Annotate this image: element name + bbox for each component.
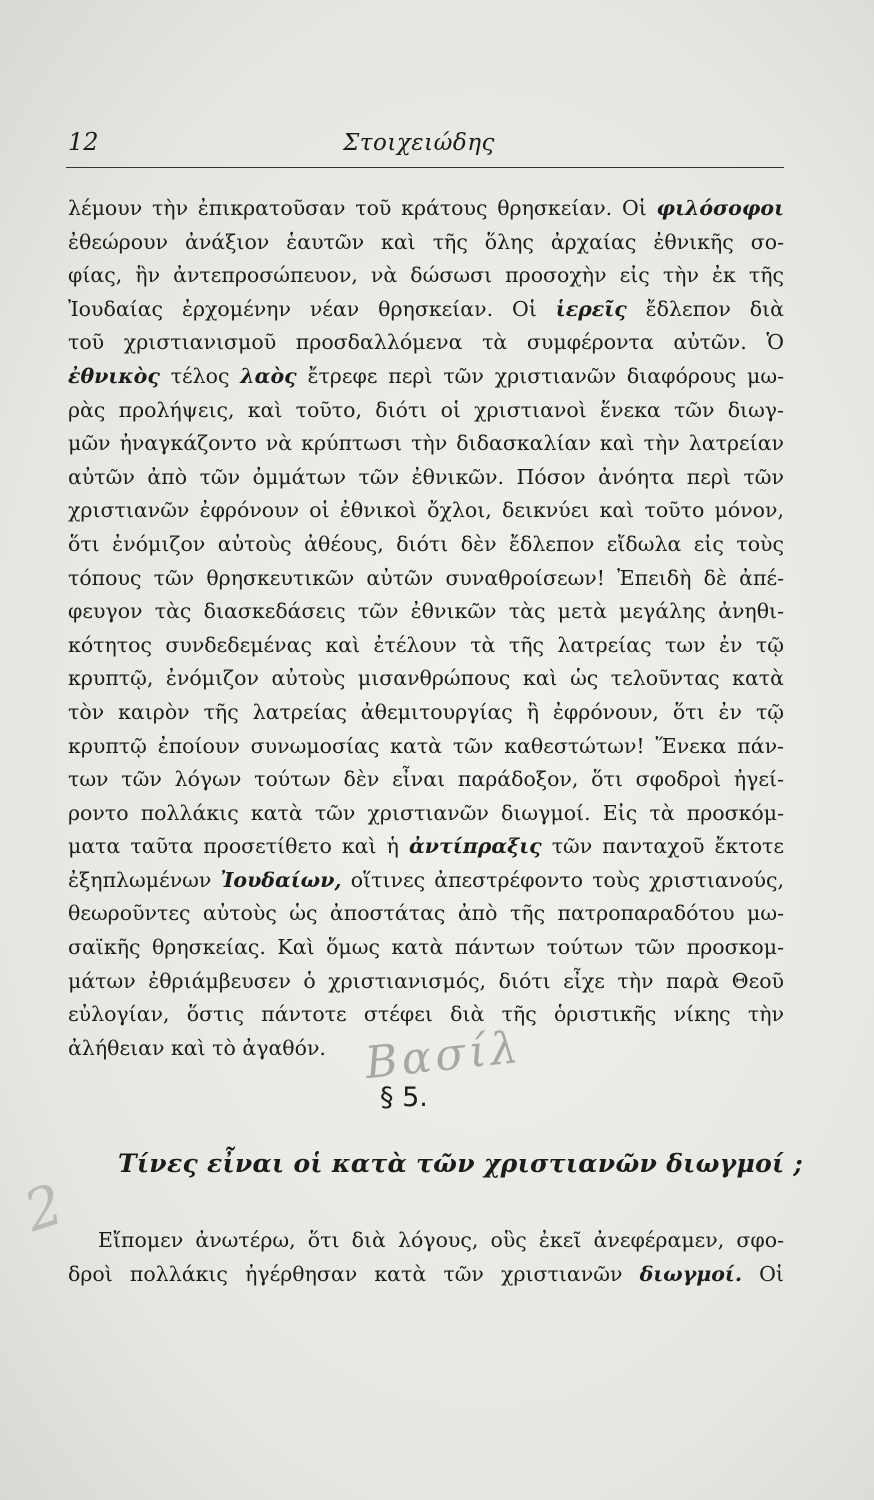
- text-line: ἐθεώρουν ἀνάξιον ἑαυτῶν καὶ τῆς ὅλης ἀρχαίας ἐθνικῆς σο-: [68, 229, 784, 254]
- text-line: λέμουν τὴν ἐπικρατοῦσαν τοῦ κράτους θρησκείαν. Οἱ φιλόσοφοι: [68, 196, 784, 220]
- text-line: κρυπτῷ ἐποίουν συνωμοσίας κατὰ τῶν καθεστώτων! Ἕνεκα πάν-: [68, 733, 784, 758]
- text-line: τὸν καιρὸν τῆς λατρείας ἀθεμιτουργίας ἢ ἐφρόνουν, ὅτι ἐν τῷ: [68, 699, 784, 724]
- text-line: θεωροῦντες αὐτοὺς ὡς ἀποστάτας ἀπὸ τῆς πατροπαραδότου μω-: [68, 901, 784, 926]
- text-line: Εἴπομεν ἀνωτέρω, ὅτι διὰ λόγους, οὓς ἐκεῖ ἀνεφέραμεν, σφο-: [98, 1228, 784, 1252]
- margin-pencil-mark: 2: [16, 1172, 71, 1245]
- page-header: [68, 128, 786, 168]
- text-line: ἐθνικὸς τέλος λαὸς ἔτρεφε περὶ τῶν χριστιανῶν διαφόρους μω-: [68, 363, 784, 388]
- signature-text: Βασίλ: [362, 1021, 525, 1090]
- page-number: 12: [68, 128, 99, 156]
- header-rule: [66, 167, 784, 168]
- text-line: ματα ταῦτα προσετίθετο καὶ ἡ ἀντίπραξις τῶν πανταχοῦ ἔκτοτε: [68, 834, 785, 859]
- text-line: μάτων ἐθριάμβευσεν ὁ χριστιανισμός, διότι εἶχε τὴν παρὰ Θεοῦ: [68, 968, 784, 993]
- text-line: κότητος συνδεδεμένας καὶ ἐτέλουν τὰ τῆς λατρείας των ἐν τῷ: [68, 632, 784, 657]
- paragraph-2: [68, 1224, 784, 1291]
- running-head: Στοιχειώδης: [343, 130, 495, 156]
- text-line: μῶν ἠναγκάζοντο νὰ κρύπτωσι τὴν διδασκαλίαν καὶ τὴν λατρείαν: [68, 431, 784, 456]
- text-line: ἀλήθειαν καὶ τὸ ἀγαθόν.: [68, 1035, 326, 1060]
- paragraph-1: [68, 192, 784, 1065]
- text-line: φίας, ἣν ἀντεπροσώπευον, νὰ δώσωσι προσοχὴν εἰς τὴν ἐκ τῆς: [68, 263, 784, 288]
- section-number: § 5.: [380, 1082, 428, 1113]
- text-line: τόπους τῶν θρησκευτικῶν αὐτῶν συναθροίσεων! Ἐπειδὴ δὲ ἀπέ-: [68, 565, 784, 590]
- text-line: εὐλογίαν, ὅστις πάντοτε στέφει διὰ τῆς ὁριστικῆς νίκης τὴν: [68, 1002, 784, 1027]
- text-line: ἐξηπλωμένων Ἰουδαίων, οἵτινες ἀπεστρέφοντο τοὺς χριστιανούς,: [68, 867, 784, 892]
- section-heading: Τίνες εἶναι οἱ κατὰ τῶν χριστιανῶν διωγμοί ;: [118, 1149, 803, 1178]
- text-line: ὅτι ἐνόμιζον αὐτοὺς ἀθέους, διότι δὲν ἔδλεπον εἴδωλα εἰς τοὺς: [68, 531, 784, 556]
- text-line: Ἰουδαίας ἐρχομένην νέαν θρησκείαν. Οἱ ἱερεῖς ἔδλεπον διὰ: [68, 296, 784, 321]
- text-line: φευγον τὰς διασκεδάσεις τῶν ἐθνικῶν τὰς μετὰ μεγάλης ἀνηθι-: [68, 599, 784, 624]
- text-line: ροντο πολλάκις κατὰ τῶν χριστιανῶν διωγμοί. Εἰς τὰ προσκόμ-: [68, 800, 784, 825]
- text-line: κρυπτῷ, ἐνόμιζον αὐτοὺς μισανθρώπους καὶ ὡς τελοῦντας κατὰ: [68, 666, 784, 691]
- text-line: αὐτῶν ἀπὸ τῶν ὀμμάτων τῶν ἐθνικῶν. Πόσον ἀνόητα περὶ τῶν: [68, 464, 784, 489]
- text-line: των τῶν λόγων τούτων δὲν εἶναι παράδοξον, ὅτι σφοδροὶ ἠγεί-: [68, 767, 784, 792]
- text-line: τοῦ χριστιανισμοῦ προσδαλλόμενα τὰ συμφέροντα αὐτῶν. Ὁ: [68, 330, 784, 355]
- text-line: χριστιανῶν ἐφρόνουν οἱ ἐθνικοὶ ὄχλοι, δεικνύει καὶ τοῦτο μόνον,: [68, 498, 784, 523]
- text-line: σαϊκῆς θρησκείας. Καὶ ὅμως κατὰ πάντων τούτων τῶν προσκομ-: [68, 935, 784, 960]
- text-line: ρὰς προλήψεις, καὶ τοῦτο, διότι οἱ χριστιανοὶ ἕνεκα τῶν διωγ-: [68, 397, 784, 422]
- text-line: δροὶ πολλάκις ἠγέρθησαν κατὰ τῶν χριστιανῶν διωγμοί. Οἱ: [68, 1261, 784, 1286]
